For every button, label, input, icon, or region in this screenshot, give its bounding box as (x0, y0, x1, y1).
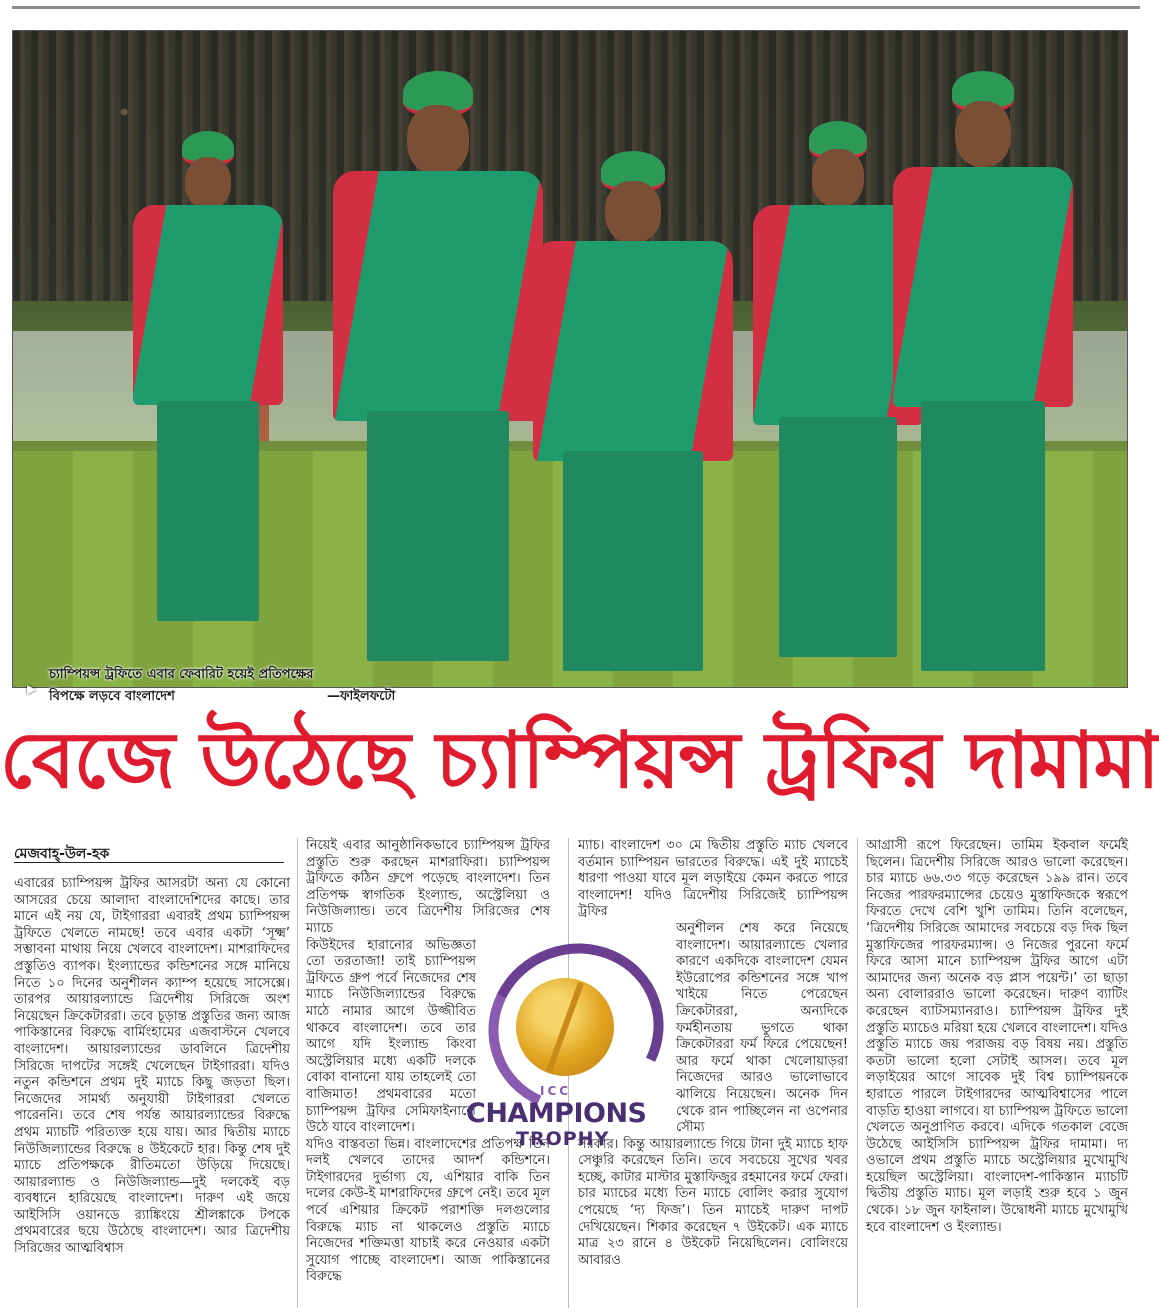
article-paragraph: অনুশীলন শেষ করে নিয়েছে বাংলাদেশ। আয়ারল্যান্ডে খেলার কারণে একদিকে বাংলাদেশ যেমন ইউরোপের কন্ডিশনের সঙ্গে খাপ খাইয়ে নিতে পেরেছেন ক্রিকেটাররা, অন্যদিকে ফর্মহীনতায় ভুগতে থাকা ক্রিকেটাররা ফর্ম ফিরে পেয়েছেন! আর ফর্মে থাকা খেলোয়াড়রা নিজেদের আরও ভালোভাবে ঝালিয়ে নিয়েছেন। অনেক দিন থেকে রান পাচ্ছিলেন না ওপেনার সৌম্য (676, 920, 848, 1136)
article-paragraph: নিয়েই এবার আনুষ্ঠানিকভাবে চ্যাম্পিয়ন্স ট্রফির প্রস্তুতি শুরু করছেন মাশরাফিরা। চ্যাম্পিয়ন্স ট্রফিতে কঠিন গ্রুপে পড়েছে বাংলাদেশ। তিন প্রতিপক্ষ স্বাগতিক ইংল্যান্ড, অস্ট্রেলিয়া ও নিউজিল্যান্ড। তবে ত্রিদেশীয় সিরিজের শেষ ম্যাচে (306, 838, 550, 936)
top-rule (12, 6, 1140, 9)
article-paragraph: আগ্রাসী রূপে ফিরেছেন। তামিম ইকবাল ফর্মেই ছিলেন। ত্রিদেশীয় সিরিজে আরও ভালো করেছেন। চার ম্যাচে ৬৬.৩৩ গড়ে করেছেন ১৯৯ রান। তবে নিজের পারফরম্যান্সের চেয়েও মুস্তাফিজকে স্বরূপে ফিরতে দেখে বেশি খুশি তামিম। তিনি বলেছেন, ‘ত্রিদেশীয় সিরিজে আমাদের সবচেয়ে বড় দিক ছিল মুস্তাফিজের পারফরম্যান্স। ও নিজের পুরনো ফর্মে ফিরে আসা মানে চ্যাম্পিয়ন্স ট্রফির আগে এটা আমাদের জন্য অনেক বড় প্লাস পয়েন্ট।’ তা ছাড়া অন্য বোলাররাও ভালো করেছেন। দারুণ ব্যাটিং করেছেন ব্যাটসম্যানরাও। চ্যাম্পিয়ন্স ট্রফির দুই প্রস্তুতি ম্যাচেও মরিয়া হয়ে খেলবে বাংলাদেশ। যদিও প্রস্তুতি ম্যাচে জয় পরাজয় বড় বিষয় নয়। প্রস্তুতি কতটা ভালো হলো সেটাই আসল। তবে মূল লড়াইয়ের আগে সাবেক দুই বিশ্ব চ্যাম্পিয়নকে হারাতে পারলে টাইগারদের আত্মবিশ্বাসের পালে বাড়তি হাওয়া লাগবে। যা চ্যাম্পিয়ন্স ট্রফিতে ভালো খেলতে অনুপ্রাণিত করবে। এদিকে গতকাল বেজে উঠেছে আইসিসি চ্যাম্পিয়ন্স ট্রফির দামামা। দ্য ওভালে প্রথম প্রস্তুতি ম্যাচে অস্ট্রেলিয়ার মুখোমুখি হয়েছিল অস্ট্রেলিয়া। বাংলাদেশ-পাকিস্তান ম্যাচটি দ্বিতীয় প্রস্তুতি ম্যাচ। মূল লড়াই শুরু হবে ১ জুন থেকে। ১৮ জুন ফাইনাল। উদ্বোধনী ম্যাচে মুখোমুখি হবে বাংলাদেশ ও ইংল্যান্ড। (866, 838, 1128, 1235)
article-paragraph: ম্যাচ। বাংলাদেশ ৩০ মে দ্বিতীয় প্রস্তুতি ম্যাচ খেলবে বর্তমান চ্যাম্পিয়ন ভারতের বিরুদ্ধে। এই দুই ম্যাচেই ধারণা পাওয়া যাবে মূল লড়াইয়ে কেমন করতে পারে বাংলাদেশ! যদিও ত্রিদেশীয় সিরিজেই চ্যাম্পিয়ন্স ট্রফির (578, 838, 848, 920)
article-column-1 (14, 876, 290, 1312)
caption-line-1: চ্যাম্পিয়ন্স ট্রফিতে এবার ফেবারিট হয়েই প্রতিপক্ষের (49, 667, 314, 682)
column-divider (857, 838, 858, 1308)
article-paragraph: এবারের চ্যাম্পিয়ন্স ট্রফির আসরটা অন্য যে কোনো আসরের চেয়ে আলাদা বাংলাদেশিদের কাছে। তার মানে এই নয় যে, টাইগাররা এবারই প্রথম চ্যাম্পিয়ন্স ট্রফিতে খেলতে নামছে! তবে এবার একটা ‘সূক্ষ্ম’ সম্ভাবনা মাথায় নিয়ে খেলবে বাংলাদেশ। মাশরাফিদের প্রস্তুতিও ব্যাপক। ইংল্যান্ডের কন্ডিশনের সঙ্গে মানিয়ে নিতে ১০ দিনের অনুশীলন ক্যাম্প হয়েছে সাসেক্সে। তারপর আয়ারল্যান্ডে ত্রিদেশীয় সিরিজে অংশ নিয়েছেন ক্রিকেটাররা। তবে চূড়ান্ত প্রস্তুতির জন্য আজ পাকিস্তানের বিরুদ্ধে বার্মিংহামের এজবাস্টনে খেলবে বাংলাদেশ। আয়ারল্যান্ডের ডাবলিনে ত্রিদেশীয় সিরিজে দাপটের সঙ্গেই খেলেছেন টাইগাররা। যদিও নতুন কন্ডিশনে প্রথম দুই ম্যাচে কিছু জড়তা ছিল। নিজেদের সামর্থ্য অনুযায়ী টাইগাররা খেলতে পারেননি। তবে শেষ পর্যন্ত আয়ারল্যান্ডের বিরুদ্ধে প্রথম ম্যাচটি পরিত্যক্ত হয়ে যায়। আর দ্বিতীয় ম্যাচে নিউজিল্যান্ডের বিরুদ্ধে ৪ উইকেটে হার। কিন্তু শেষ দুই ম্যাচে প্রতিপক্ষকে রীতিমতো উড়িয়ে দিয়েছে। আয়ারল্যান্ড ও নিউজিল্যান্ড—দুই দলকেই বড় ব্যবধানে হারিয়েছে বাংলাদেশ। দারুণ এই জয়ে আইসিসি ওয়ানডে র‌্যাঙ্কিংয়ে শ্রীলঙ্কাকে টপকে প্রথমবারের ছয়ে উঠেছে বাংলাদেশ। আর ত্রিদেশীয় সিরিজের আত্মবিশ্বাস (14, 876, 290, 1257)
byline-rule (14, 862, 284, 863)
logo-trophy-text: TROPHY (516, 1128, 610, 1150)
player-figure (533, 151, 733, 681)
player-figure (333, 71, 543, 671)
article-paragraph: সরকার। কিন্তু আয়ারল্যান্ডে গিয়ে টানা দুই ম্যাচে হাফ সেঞ্চুরি করেছেন তিনি। তবে সবচেয়ে সুখের খবর হচ্ছে, কাটার মাস্টার মুস্তাফিজুর রহমানের ফর্মে ফেরা। চার ম্যাচের মধ্যে তিন ম্যাচে বোলিং করার সুযোগ পেয়েছে ‘দ্য ফিজ’। তিন ম্যাচেই দারুণ দাপট দেখিয়েছেন। শিকার করেছেন ৭ উইকেট। এক ম্যাচে মাত্র ২৩ রানে ৪ উইকেট নিয়েছিলেন। বোলিংয়ে আবারও (578, 1136, 848, 1268)
icc-champions-trophy-logo (466, 938, 678, 1152)
article-paragraph: কিউইদের হারানোর অভিজ্ঞতা তো তরতাজা! তাই চ্যাম্পিয়ন্স ট্রফিতে গ্রুপ পর্বে নিজেদের শেষ ম্যাচে নিউজিল্যান্ডের বিরুদ্ধে মাঠে নামার আগে উজ্জীবিত থাকবে বাংলাদেশ। তবে তার আগে যদি ইংল্যান্ড কিংবা অস্ট্রেলিয়ার মধ্যে একটি দলকে বোকা বানানো যায় তাহলেই তো বাজিমাত! প্রথমবারের মতো চ্যাম্পিয়ন্স ট্রফির সেমিফাইনালে উঠে যাবে বাংলাদেশ। (306, 937, 476, 1136)
player-figure (133, 131, 283, 631)
caption-arrow-icon: ▶ (27, 682, 37, 696)
article-column-4 (866, 838, 1128, 1312)
byline: মেজবাহ্-উল-হক (14, 846, 110, 862)
player-figure (893, 71, 1073, 681)
photo-credit: —ফাইলফটো (327, 689, 396, 704)
column-divider (297, 838, 298, 1308)
team-photo (12, 30, 1128, 704)
logo-champions-text: CHAMPIONS (466, 1098, 647, 1129)
article-paragraph: যদিও বাস্তবতা ভিন্ন। বাংলাদেশের প্রতিপক্ষ তিন দলই খেলবে তাদের আদর্শ কন্ডিশনে। টাইগারদের দুর্ভাগ্য যে, এশিয়ার বাকি তিন দলের কেউ-ই মাশরাফিদের গ্রুপে নেই। তবে মূল পর্বে এশিয়ার ক্রিকেট পরাশক্তি দলগুলোর বিরুদ্ধে ম্যাচ না থাকলেও প্রস্তুতি ম্যাচে নিজেদের শক্তিমত্তা যাচাই করে নেওয়ার একটা সুযোগ পাচ্ছে বাংলাদেশ। আজ পাকিস্তানের বিরুদ্ধে (306, 1136, 550, 1285)
headline: বেজে উঠেছে চ্যাম্পিয়ন্স ট্রফির দামামা (0, 716, 1159, 806)
logo-icc-text: ICC (540, 1084, 572, 1098)
caption-line-2: বিপক্ষে লড়বে বাংলাদেশ (49, 689, 175, 704)
